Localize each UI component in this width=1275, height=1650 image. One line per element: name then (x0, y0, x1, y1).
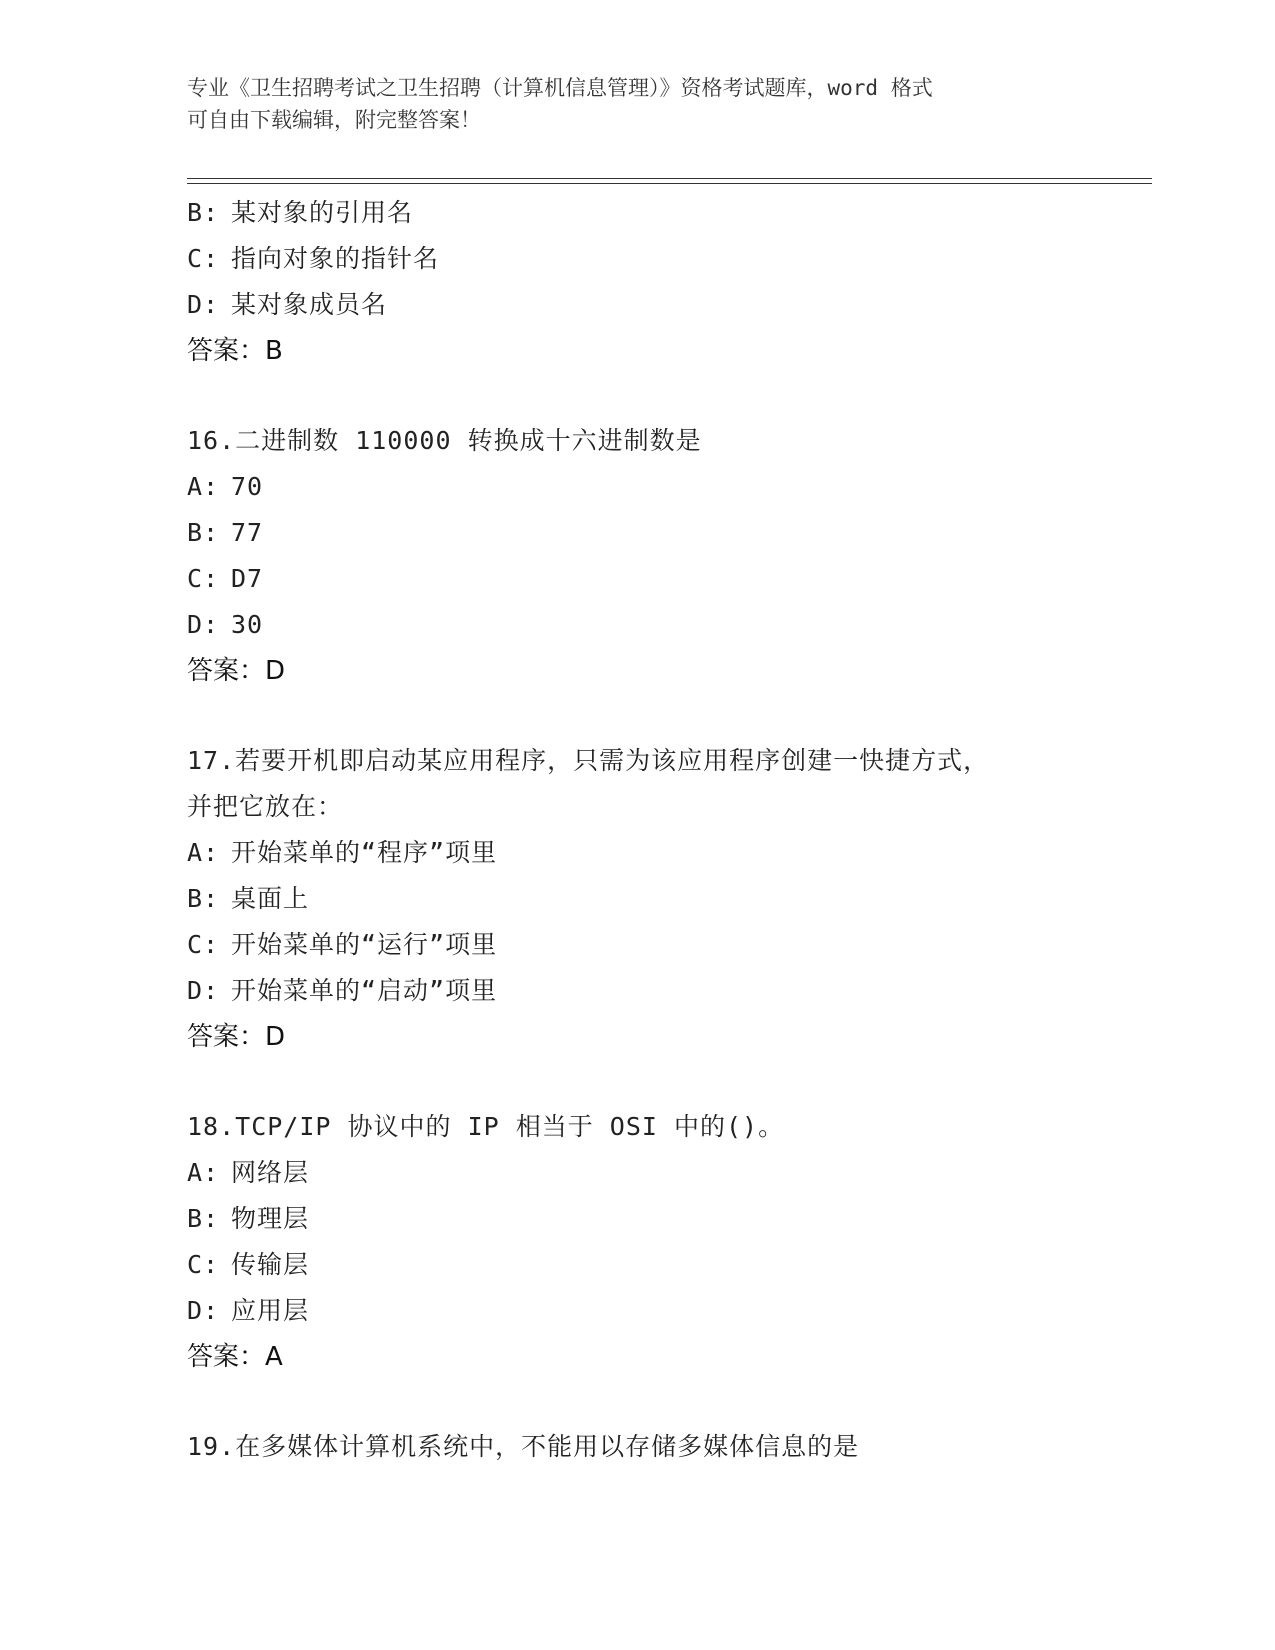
option-text: 指向对象的指针名 (231, 244, 440, 273)
option-label: D: (187, 976, 220, 1005)
option-label: C: (187, 564, 220, 593)
option-label: D: (187, 610, 220, 639)
option-a (187, 830, 1152, 876)
page-header (187, 72, 1087, 136)
answer: 答案：B (187, 336, 283, 366)
option-text: 物理层 (231, 1204, 310, 1233)
question-text: 17.若要开机即启动某应用程序，只需为该应用程序创建一快捷方式， (187, 746, 990, 775)
answer: 答案：A (187, 1342, 283, 1372)
option-label: A: (187, 1158, 220, 1187)
spacer (187, 1060, 1152, 1104)
question-text: 18.TCP/IP 协议中的 IP 相当于 OSI 中的()。 (187, 1112, 785, 1141)
option-label: B: (187, 1204, 220, 1233)
option-text: 应用层 (231, 1296, 310, 1325)
option-c (187, 556, 1152, 602)
option-text: 传输层 (231, 1250, 310, 1279)
header-line-2: 可自由下载编辑，附完整答案！ (187, 108, 481, 132)
option-label: B: (187, 198, 220, 227)
option-a (187, 1150, 1152, 1196)
option-b (187, 876, 1152, 922)
option-d (187, 968, 1152, 1014)
question-17 (187, 738, 1152, 1060)
option-label: B: (187, 518, 220, 547)
option-text: D7 (231, 564, 264, 593)
option-label: C: (187, 1250, 220, 1279)
question-18 (187, 1104, 1152, 1380)
option-text: 某对象的引用名 (231, 198, 414, 227)
option-d (187, 602, 1152, 648)
option-c (187, 236, 1152, 282)
option-text: 30 (231, 610, 264, 639)
question-15-tail (187, 190, 1152, 374)
option-text: 桌面上 (231, 884, 310, 913)
question-16 (187, 418, 1152, 694)
option-label: D: (187, 1296, 220, 1325)
option-c (187, 1242, 1152, 1288)
option-b (187, 190, 1152, 236)
spacer (187, 374, 1152, 418)
option-b (187, 1196, 1152, 1242)
spacer (187, 1380, 1152, 1424)
option-label: C: (187, 930, 220, 959)
spacer (187, 694, 1152, 738)
option-label: B: (187, 884, 220, 913)
option-text: 某对象成员名 (231, 290, 388, 319)
answer: 答案：D (187, 1022, 286, 1052)
option-label: A: (187, 472, 220, 501)
question-text-continued: 并把它放在： (187, 792, 344, 821)
question-list (187, 190, 1152, 1470)
option-c (187, 922, 1152, 968)
header-rule-top (187, 178, 1152, 179)
option-d (187, 1288, 1152, 1334)
question-text: 19.在多媒体计算机系统中，不能用以存储多媒体信息的是 (187, 1432, 860, 1461)
option-text: 网络层 (231, 1158, 310, 1187)
question-text: 16.二进制数 110000 转换成十六进制数是 (187, 426, 702, 455)
header-line-1: 专业《卫生招聘考试之卫生招聘（计算机信息管理）》资格考试题库，word 格式 (187, 76, 933, 100)
option-label: A: (187, 838, 220, 867)
option-b (187, 510, 1152, 556)
option-d (187, 282, 1152, 328)
option-label: C: (187, 244, 220, 273)
option-text: 77 (231, 518, 264, 547)
header-rule-bottom (187, 183, 1152, 184)
option-text: 开始菜单的“启动”项里 (231, 976, 498, 1005)
option-a (187, 464, 1152, 510)
option-text: 70 (231, 472, 264, 501)
option-text: 开始菜单的“程序”项里 (231, 838, 498, 867)
option-text: 开始菜单的“运行”项里 (231, 930, 498, 959)
option-label: D: (187, 290, 220, 319)
answer: 答案：D (187, 656, 286, 686)
question-19 (187, 1424, 1152, 1470)
